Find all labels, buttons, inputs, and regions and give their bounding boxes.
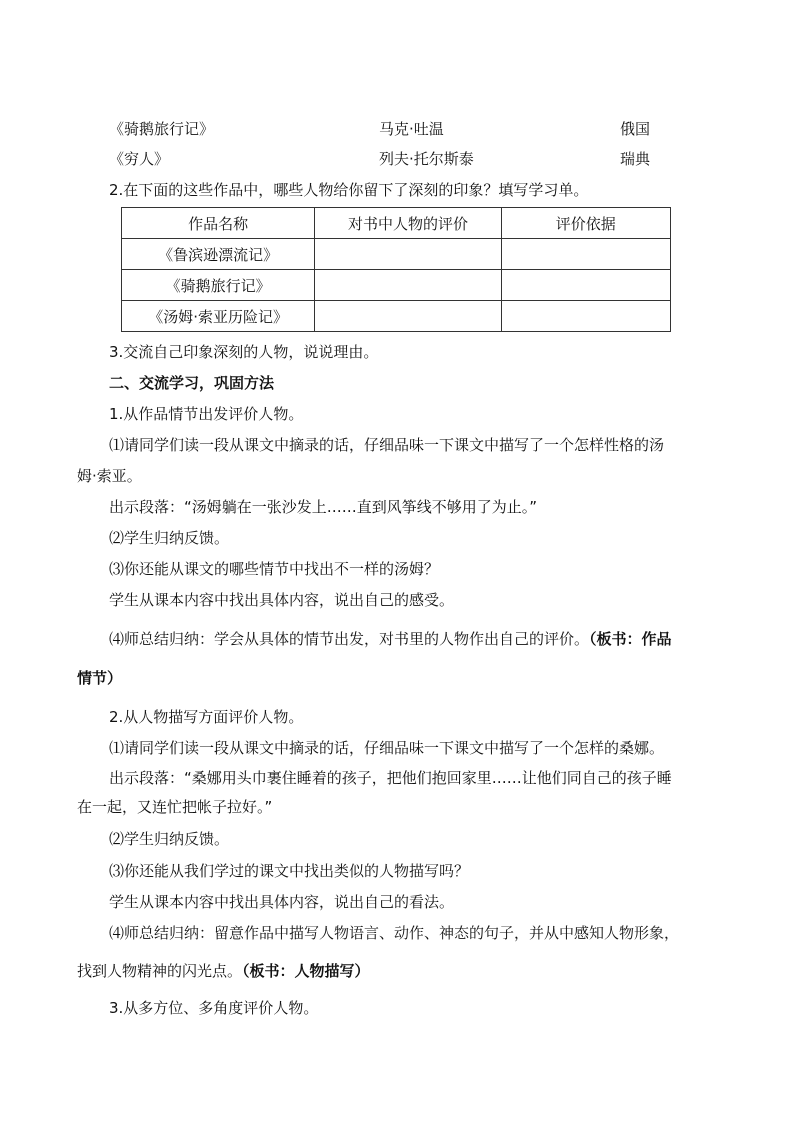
s1-excerpt: 出示段落：“汤姆躺在一张沙发上……直到风筝线不够用了为止。”: [109, 498, 538, 516]
table-header-row: [122, 208, 671, 239]
s1-p4-line1: [109, 629, 672, 649]
book-1-author: 马克·吐温: [379, 120, 444, 138]
book-1-country: 俄国: [620, 120, 651, 138]
s2-title: 2.从人物描写方面评价人物。: [109, 708, 304, 726]
s1-p3-answer: 学生从课本内容中找出具体内容，说出自己的感受。: [109, 591, 455, 609]
cell-work: 《汤姆·索亚历险记》: [122, 301, 315, 332]
cell-basis[interactable]: [501, 270, 670, 301]
cell-evaluation[interactable]: [315, 301, 501, 332]
book-2-country: 瑞典: [620, 150, 651, 168]
question-2: 2.在下面的这些作品中，哪些人物给你留下了深刻的印象？填写学习单。: [109, 181, 589, 199]
s1-p4-board: （板书：作品: [589, 630, 672, 648]
s1-p3: ⑶你还能从课文的哪些情节中找出不一样的汤姆？: [109, 560, 440, 578]
study-sheet-table: [121, 207, 671, 332]
s2-p4-board: （板书：人物描写）: [242, 962, 370, 980]
s1-p1-line1: ⑴请同学们读一段从课文中摘录的话，仔细品味一下课文中描写了一个怎样性格的汤: [109, 436, 665, 454]
book-2-title: 《穷人》: [109, 150, 170, 168]
s2-p4-line2: [77, 961, 370, 981]
header-evaluation: 对书中人物的评价: [315, 208, 501, 239]
s2-p3: ⑶你还能从我们学过的课文中找出类似的人物描写吗？: [109, 862, 470, 880]
s1-p1-line2: 姆·索亚。: [77, 467, 142, 485]
s2-excerpt-line1: 出示段落：“桑娜用头巾裹住睡着的孩子，把他们抱回家里……让他们同自己的孩子睡: [109, 769, 672, 787]
section-2-heading: 二、交流学习，巩固方法: [109, 374, 275, 392]
s2-excerpt-line2: 在一起，又连忙把帐子拉好。”: [77, 798, 273, 816]
header-basis: 评价依据: [501, 208, 670, 239]
s1-p4-text: ⑷师总结归纳：学会从具体的情节出发，对书里的人物作出自己的评价。: [109, 630, 590, 648]
s2-p4-text: 找到人物精神的闪光点。: [77, 962, 243, 980]
table-row: [122, 239, 671, 270]
s2-p1: ⑴请同学们读一段从课文中摘录的话，仔细品味一下课文中描写了一个怎样的桑娜。: [109, 739, 665, 757]
cell-evaluation[interactable]: [315, 270, 501, 301]
cell-basis[interactable]: [501, 239, 670, 270]
cell-basis[interactable]: [501, 301, 670, 332]
s2-p2: ⑵学生归纳反馈。: [109, 830, 230, 848]
s2-p3-answer: 学生从课本内容中找出具体内容，说出自己的看法。: [109, 893, 455, 911]
book-2-author: 列夫·托尔斯泰: [379, 150, 474, 168]
s1-title: 1.从作品情节出发评价人物。: [109, 405, 304, 423]
s3-title: 3.从多方位、多角度评价人物。: [109, 999, 319, 1017]
s2-p4-line1: ⑷师总结归纳：留意作品中描写人物语言、动作、神态的句子，并从中感知人物形象，: [109, 924, 680, 942]
book-1-title: 《骑鹅旅行记》: [109, 120, 215, 138]
cell-work: 《骑鹅旅行记》: [122, 270, 315, 301]
table-row: [122, 301, 671, 332]
s1-p2: ⑵学生归纳反馈。: [109, 529, 230, 547]
table-row: [122, 270, 671, 301]
question-3: 3.交流自己印象深刻的人物，说说理由。: [109, 343, 379, 361]
header-work: 作品名称: [122, 208, 315, 239]
s1-p4-line2: 情节）: [77, 669, 123, 687]
cell-work: 《鲁滨逊漂流记》: [122, 239, 315, 270]
cell-evaluation[interactable]: [315, 239, 501, 270]
